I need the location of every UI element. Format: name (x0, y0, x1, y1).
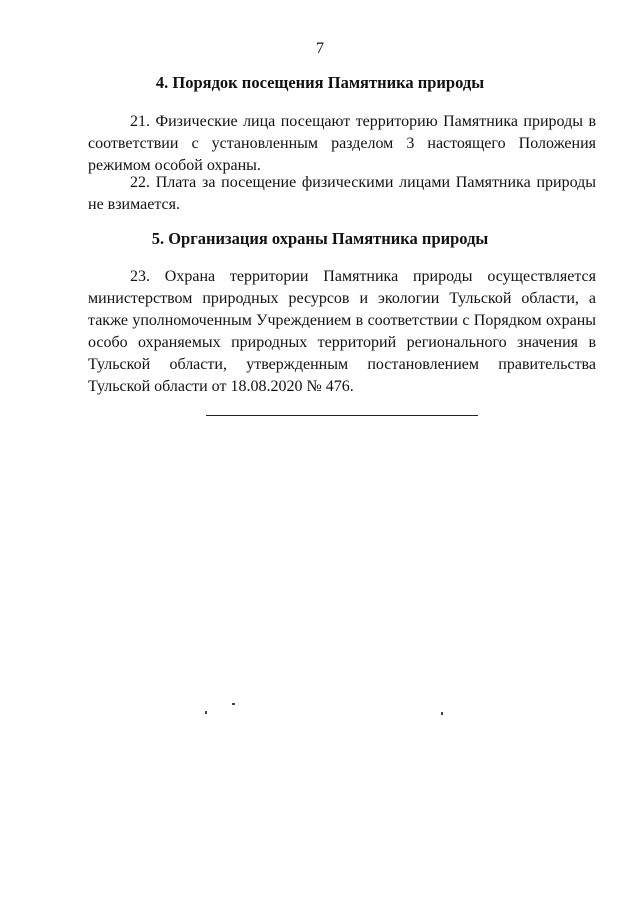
section-5-heading: 5. Организация охраны Памятника природы (151, 229, 489, 248)
paragraph-22: 22. Плата за посещение физическими лицами Памятника природы не взимается. (88, 174, 596, 213)
scan-speck (232, 703, 235, 705)
page-number: 7 (316, 40, 324, 57)
end-divider (206, 415, 478, 416)
paragraph-23: 23. Охрана территории Памятника природы осуществляется министерством природных ресурсов и экологии Тульской области, а также уполномоченным Учреждением в соответствии с Порядком охраны особо охраняемых природных территорий регионального значения в Тульской области, утвержденным постановлением правительства Тульской области от 18.08.2020 № 476. (88, 268, 596, 395)
scan-speck (441, 712, 443, 715)
section-4-heading: 4. Порядок посещения Памятника природы (155, 73, 485, 92)
paragraph-21: 21. Физические лица посещают территорию Памятника природы в соответствии с установленным разделом 3 настоящего Положения режимом особой охраны. (88, 113, 596, 174)
scan-speck (205, 711, 207, 714)
